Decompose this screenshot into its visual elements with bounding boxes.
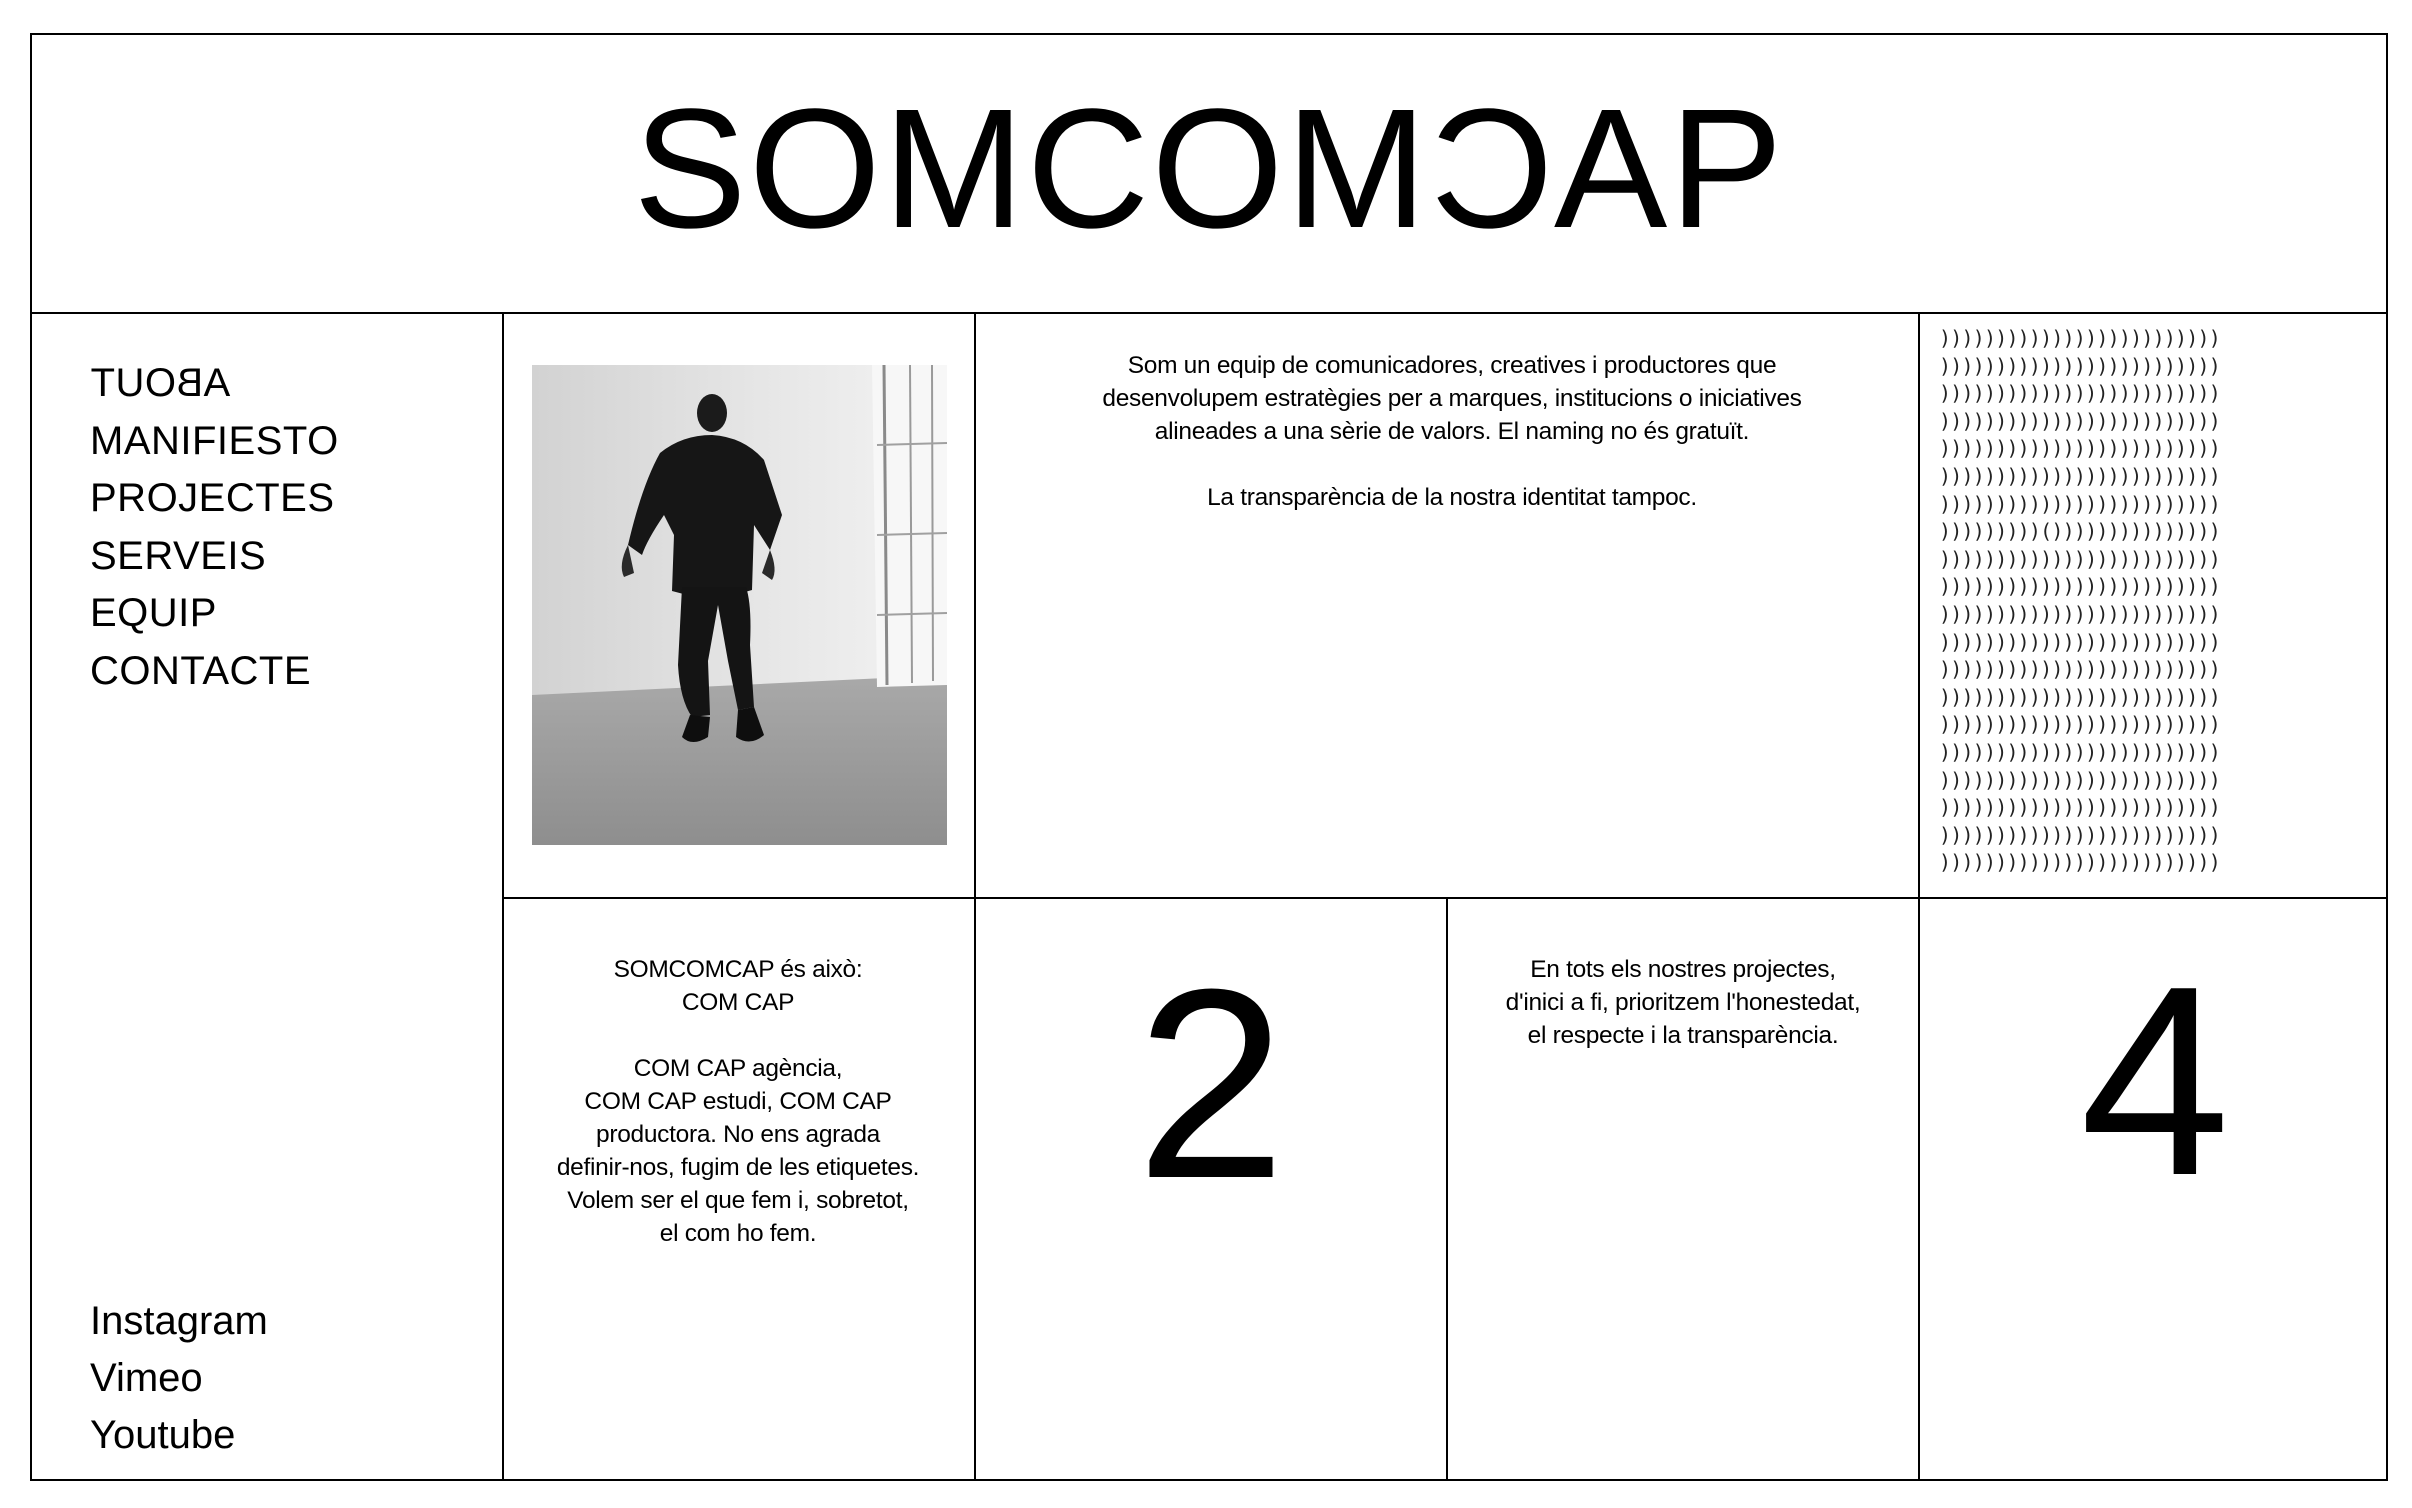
block1-line: productora. No ens agrada (596, 1121, 880, 1148)
nav-item-projectes[interactable]: PROJECTES (90, 476, 335, 520)
block1-line: el com ho fem. (659, 1220, 817, 1247)
logo-text-ap: AP (1553, 73, 1785, 264)
about-block-3 (1448, 953, 1918, 1052)
intro-line: alineades a una sèrie de valors. El naming no és gratuït. (1154, 418, 1750, 445)
intro-line: desenvolupem estratègies per a marques, institucions o iniciatives (1102, 385, 1802, 412)
nav-item-manifiesto[interactable]: MANIFIESTO (90, 418, 339, 463)
social-links (90, 1293, 268, 1464)
nav-item-equip[interactable]: EQUIP (90, 591, 217, 635)
page-frame (30, 33, 2388, 1481)
intro-line: La transparència de la nostra identitat tampoc. (1207, 484, 1697, 511)
parenthesis-pattern: ))))))))))))))))))))))))) ))))))))))))))))))))))))) ))))))))))))))))))))))))) ))))))))))))))))))))))))) ))))))))))))))))))))))))) ))))))))))))))))))))))))) ))))))))))))))))))))))))) )))))))))())))))))))))))) ))))))))))))))))))))))))) ))))))))))))))))))))))))) ))))))))))))))))))))))))) ))))))))))))))))))))))))) ))))))))))))))))))))))))) ))))))))))))))))))))))))) ))))))))))))))))))))))))) ))))))))))))))))))))))))) ))))))))))))))))))))))))) ))))))))))))))))))))))))) ))))))))))))))))))))))))) ))))))))))))))))))))))))) (1939, 326, 2221, 875)
big-number-4: 4 (2079, 931, 2231, 1232)
divider (502, 897, 2388, 899)
site-header (32, 35, 2386, 314)
jumping-man-photo (532, 365, 947, 845)
nav-item-about[interactable]: ABOUT (90, 361, 231, 405)
nav-item-serveis[interactable]: SERVEIS (90, 533, 267, 578)
block3-line: el respecte i la transparència. (1527, 1022, 1839, 1049)
block1-line: definir-nos, fugim de les etiquetes. (556, 1154, 920, 1181)
logo-text-somcom: SOMCOM (633, 73, 1430, 264)
block1-line: COM CAP estudi, COM CAP (584, 1088, 892, 1115)
vimeo-link[interactable]: Vimeo (90, 1356, 203, 1400)
nav-item-contacte[interactable]: CONTACTE (90, 648, 312, 693)
big-number-2: 2 (1135, 934, 1287, 1235)
about-block-1 (522, 953, 954, 1250)
youtube-link[interactable]: Youtube (90, 1413, 236, 1457)
block3-line: En tots els nostres projectes, (1530, 956, 1836, 983)
main-nav (90, 355, 339, 700)
instagram-link[interactable]: Instagram (90, 1299, 268, 1343)
block1-line: SOMCOMCAP és això: (613, 956, 863, 983)
block1-line: COM CAP (681, 989, 795, 1016)
block1-line: Volem ser el que fem i, sobretot, (567, 1187, 909, 1214)
intro-line: Som un equip de comunicadores, creatives i productores que (1127, 352, 1777, 379)
block1-line: COM CAP agència, (633, 1055, 843, 1082)
block3-line: d'inici a fi, prioritzem l'honestedat, (1505, 989, 1861, 1016)
logo-flipped-c: C (1429, 73, 1554, 264)
site-logo[interactable] (633, 73, 1785, 264)
intro-text (992, 349, 1912, 514)
